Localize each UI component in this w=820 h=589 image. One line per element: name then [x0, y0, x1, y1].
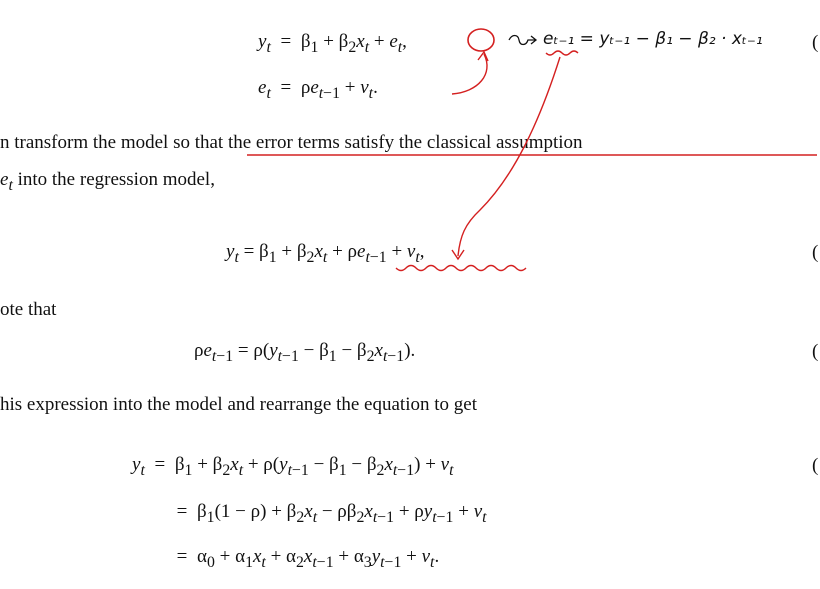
equation-1-line-2: $e_t = \rho e_{t-1} + v_t$. [258, 77, 378, 102]
paragraph-1-prefix: n transform the model [0, 132, 174, 153]
red-wavy-underline-annotation [546, 51, 578, 55]
red-curved-arrow-1 [452, 54, 487, 94]
paragraph-line-3 [0, 300, 56, 319]
equation-3: $\rho e_{t-1} = \rho(y_{t-1} - \beta_1 - \beta_2x_{t-1})$. [194, 340, 416, 365]
paragraph-4-text: his expression into the model and rearrange the equation to get [0, 394, 477, 415]
black-squiggle-arrow [509, 36, 536, 45]
paragraph-line-2: $e_t$ into the regression model, [0, 169, 215, 194]
red-long-arrow [458, 57, 560, 256]
red-arrowhead-1 [478, 52, 488, 61]
equation-number-2: ( [812, 242, 819, 263]
paragraph-2-text: into the regression model, [17, 169, 215, 190]
red-wavy-underline-eq2 [396, 266, 526, 271]
equation-number-4: ( [812, 455, 819, 476]
paragraph-3-text: ote that [0, 299, 57, 320]
paragraph-line-1 [0, 133, 583, 152]
red-circle-mark [468, 29, 494, 51]
handwritten-annotation-text: eₜ₋₁ = yₜ₋₁ − β₁ − β₂ · xₜ₋₁ [543, 29, 763, 49]
equation-2: $y_t = \beta_1 + \beta_2x_t + \rho e_{t-1} + v_t$, [226, 241, 425, 266]
paragraph-line-4 [0, 395, 477, 414]
equation-4-line-2: = $\beta_1(1 - \rho) + \beta_2x_t - \rho\beta_2x_{t-1} + \rho y_{t-1} + v_t$ [176, 501, 487, 526]
equation-4-line-1: $y_t = \beta_1 + \beta_2x_t + \rho(y_{t-1} - \beta_1 - \beta_2x_{t-1}) + v_t$ [132, 454, 454, 479]
equation-1-line-1: $y_t = \beta_1 + \beta_2x_t + e_t$, [258, 31, 407, 56]
handwritten-annotation [543, 29, 763, 49]
equation-4-line-3: = $\alpha_0 + \alpha_1x_t + \alpha_2x_{t-1} + \alpha_3y_{t-1} + v_t$. [176, 546, 440, 571]
equation-number-3: ( [812, 341, 819, 362]
equation-number-1: ( [812, 32, 819, 53]
paragraph-1-underlined: so that the error terms satisfy the classical assumption [173, 132, 583, 153]
red-arrowhead-2 [452, 250, 464, 259]
